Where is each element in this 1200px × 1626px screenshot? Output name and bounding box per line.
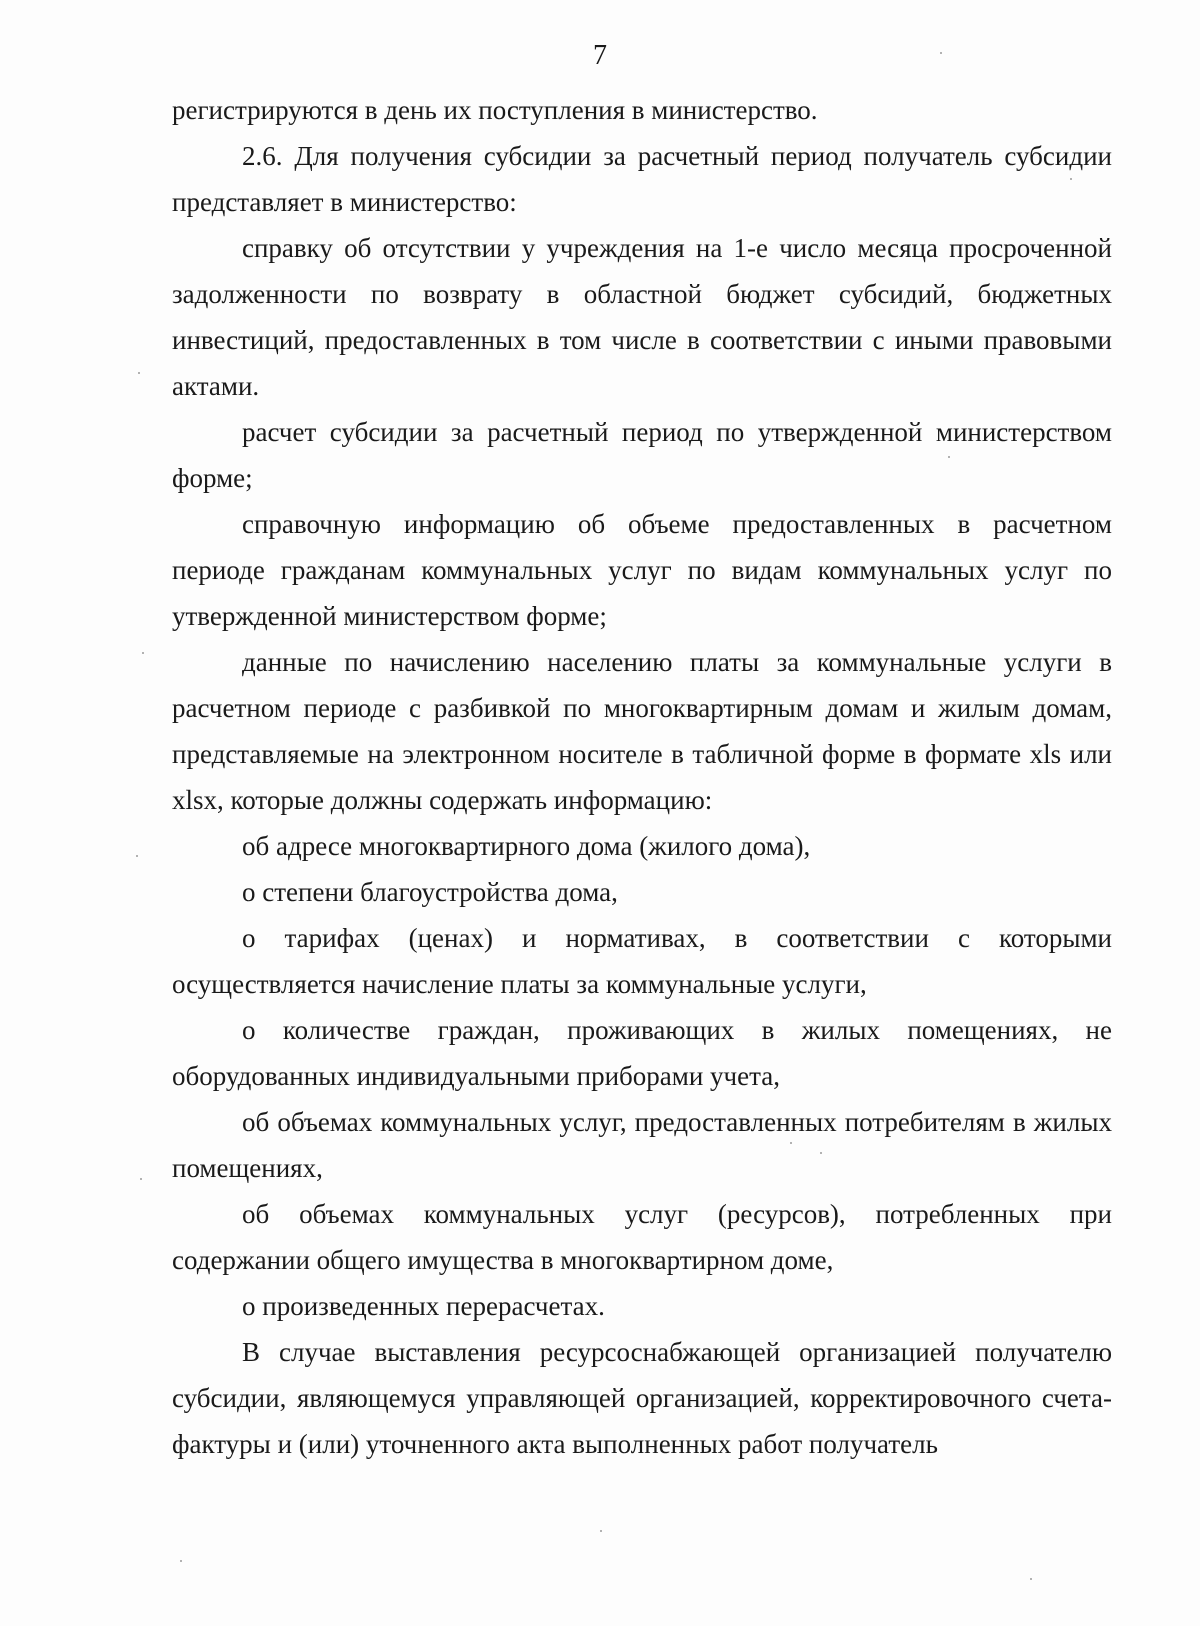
- scan-speck: [948, 456, 950, 458]
- paragraph-reference-info: справочную информацию об объеме предоставленных в расчетном периоде гражданам коммунальных услуг по видам коммунальных услуг по утвержденной министерством форме;: [172, 509, 1112, 631]
- scan-speck: [1070, 178, 1072, 180]
- paragraph-item-volumes: об объемах коммунальных услуг, предоставленных потребителям в жилых помещениях,: [172, 1107, 1112, 1183]
- scan-speck: [136, 855, 138, 857]
- paragraph-correction-invoice: В случае выставления ресурсоснабжающей организацией получателю субсидии, являющемуся управляющей организацией, корректировочного счета-фактуры и (или) уточненного акта выполненных работ получатель: [172, 1337, 1112, 1459]
- paragraph-certificate: справку об отсутствии у учреждения на 1-е число месяца просроченной задолженности по возврату в областной бюджет субсидий, бюджетных инвестиций, предоставленных в том числе в соответствии с иными правовыми актами.: [172, 233, 1112, 401]
- paragraph-calculation: расчет субсидии за расчетный период по утвержденной министерством форме;: [172, 417, 1112, 493]
- scan-speck: [142, 652, 144, 654]
- scan-speck: [940, 52, 942, 54]
- paragraph-section-2-6: 2.6. Для получения субсидии за расчетный период получатель субсидии представляет в министерство:: [172, 141, 1112, 217]
- scan-speck: [138, 372, 140, 374]
- scan-speck: [180, 1560, 182, 1562]
- paragraph-item-address: об адресе многоквартирного дома (жилого дома),: [242, 831, 811, 861]
- scan-speck: [600, 1530, 602, 1532]
- scan-speck: [790, 1142, 792, 1144]
- paragraph-continuation: регистрируются в день их поступления в министерство.: [172, 95, 818, 125]
- paragraph-item-common-property: об объемах коммунальных услуг (ресурсов), потребленных при содержании общего имущества в многоквартирном доме,: [172, 1199, 1112, 1275]
- scan-speck: [140, 1178, 142, 1180]
- document-body: [172, 87, 1112, 1467]
- scan-speck: [820, 1152, 822, 1154]
- paragraph-item-recalculations: о произведенных перерасчетах.: [242, 1291, 605, 1321]
- page-number: 7: [593, 40, 607, 71]
- scan-speck: [1030, 1578, 1032, 1580]
- paragraph-item-tariffs: о тарифах (ценах) и нормативах, в соответствии с которыми осуществляется начисление платы за коммунальные услуги,: [172, 923, 1112, 999]
- paragraph-billing-data: данные по начислению населению платы за коммунальные услуги в расчетном периоде с разбивкой по многоквартирным домам и жилым домам, представляемые на электронном носителе в табличной форме в формате xls или xlsx, которые должны содержать информацию:: [172, 647, 1112, 815]
- paragraph-item-amenities: о степени благоустройства дома,: [242, 877, 618, 907]
- paragraph-item-residents: о количестве граждан, проживающих в жилых помещениях, не оборудованных индивидуальными приборами учета,: [172, 1015, 1112, 1091]
